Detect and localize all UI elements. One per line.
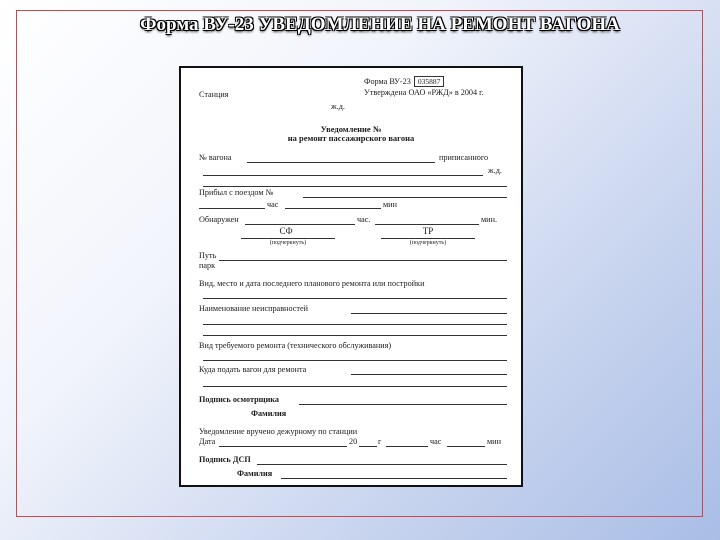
- required-repair-field[interactable]: [203, 360, 507, 361]
- assigned-label: приписанного: [439, 153, 489, 162]
- inspector-sign-field[interactable]: [299, 404, 507, 405]
- date-field[interactable]: [219, 446, 347, 447]
- tr-hint: (подчеркнуть): [409, 240, 447, 246]
- wagon-no-label: № вагона: [199, 153, 232, 162]
- sf-option[interactable]: СФ: [279, 226, 293, 236]
- detected-hours-label: час.: [357, 215, 371, 224]
- blank-line-1[interactable]: [203, 186, 507, 187]
- arrived-hours-field[interactable]: [199, 208, 265, 209]
- last-repair-field[interactable]: [203, 298, 507, 299]
- notice-title: Уведомление №: [320, 124, 382, 134]
- form-number: 035887: [414, 76, 445, 87]
- where-to-field-2[interactable]: [203, 386, 507, 387]
- detected-hours-field[interactable]: [375, 224, 479, 225]
- track-field[interactable]: [219, 260, 507, 261]
- defects-label: Наименование неисправностей: [199, 304, 308, 313]
- where-to-label: Куда подать вагон для ремонта: [199, 365, 307, 374]
- station-label: Станция: [199, 90, 229, 99]
- park-label: парк: [199, 261, 216, 270]
- detected-minutes-label: мин.: [481, 215, 497, 224]
- where-to-field-1[interactable]: [351, 374, 507, 375]
- dsp-surname-field[interactable]: [281, 478, 507, 479]
- arrived-hours-label: час: [267, 200, 279, 209]
- inspector-sign-label: Подпись осмотрщика: [199, 395, 279, 404]
- handed-minutes-label: мин: [487, 437, 501, 446]
- year-prefix: 20: [349, 437, 358, 446]
- arrived-minutes-label: мин: [383, 200, 397, 209]
- form-label: Форма ВУ-23: [364, 77, 411, 86]
- year-suffix: г: [378, 437, 382, 446]
- assigned-field[interactable]: [203, 175, 483, 176]
- inspector-surname-label: Фамилия: [251, 409, 287, 418]
- form-document: [179, 66, 523, 487]
- wagon-no-field[interactable]: [247, 162, 435, 163]
- railway-label: ж.д.: [331, 102, 345, 111]
- dsp-sign-label: Подпись ДСП: [199, 455, 251, 464]
- train-no-field[interactable]: [303, 197, 507, 198]
- railway2-label: ж.д.: [488, 166, 502, 175]
- handed-hours-field[interactable]: [386, 446, 428, 447]
- slide-title: Форма ВУ-23 УВЕДОМЛЕНИЕ НА РЕМОНТ ВАГОНА: [140, 14, 620, 35]
- arrived-label: Прибыл с поездом №: [199, 188, 274, 197]
- sf-line: [241, 238, 335, 239]
- dsp-surname-label: Фамилия: [237, 469, 273, 478]
- detected-label: Обнаружен: [199, 215, 239, 224]
- approved-text: Утверждена ОАО «РЖД» в 2004 г.: [364, 88, 484, 97]
- form-code: [364, 76, 444, 87]
- dsp-sign-field[interactable]: [257, 464, 507, 465]
- handed-hours-label: час: [430, 437, 442, 446]
- defects-field-2[interactable]: [203, 324, 507, 325]
- date-label: Дата: [199, 437, 216, 446]
- tr-line: [381, 238, 475, 239]
- year-field[interactable]: [359, 446, 377, 447]
- arrived-minutes-field[interactable]: [285, 208, 381, 209]
- defects-field-1[interactable]: [351, 313, 507, 314]
- detected-date-field[interactable]: [245, 224, 355, 225]
- track-label: Путь: [199, 251, 217, 260]
- last-repair-label: Вид, место и дата последнего планового ремонта или постройки: [199, 279, 425, 288]
- defects-field-3[interactable]: [203, 335, 507, 336]
- required-repair-label: Вид требуемого ремонта (технического обслуживания): [199, 341, 392, 350]
- handed-minutes-field[interactable]: [447, 446, 485, 447]
- handed-label: Уведомление вручено дежурному по станции: [199, 427, 358, 436]
- sf-hint: (подчеркнуть): [269, 240, 307, 246]
- tr-option[interactable]: ТР: [422, 226, 434, 236]
- notice-subtitle: на ремонт пассажирского вагона: [287, 133, 415, 143]
